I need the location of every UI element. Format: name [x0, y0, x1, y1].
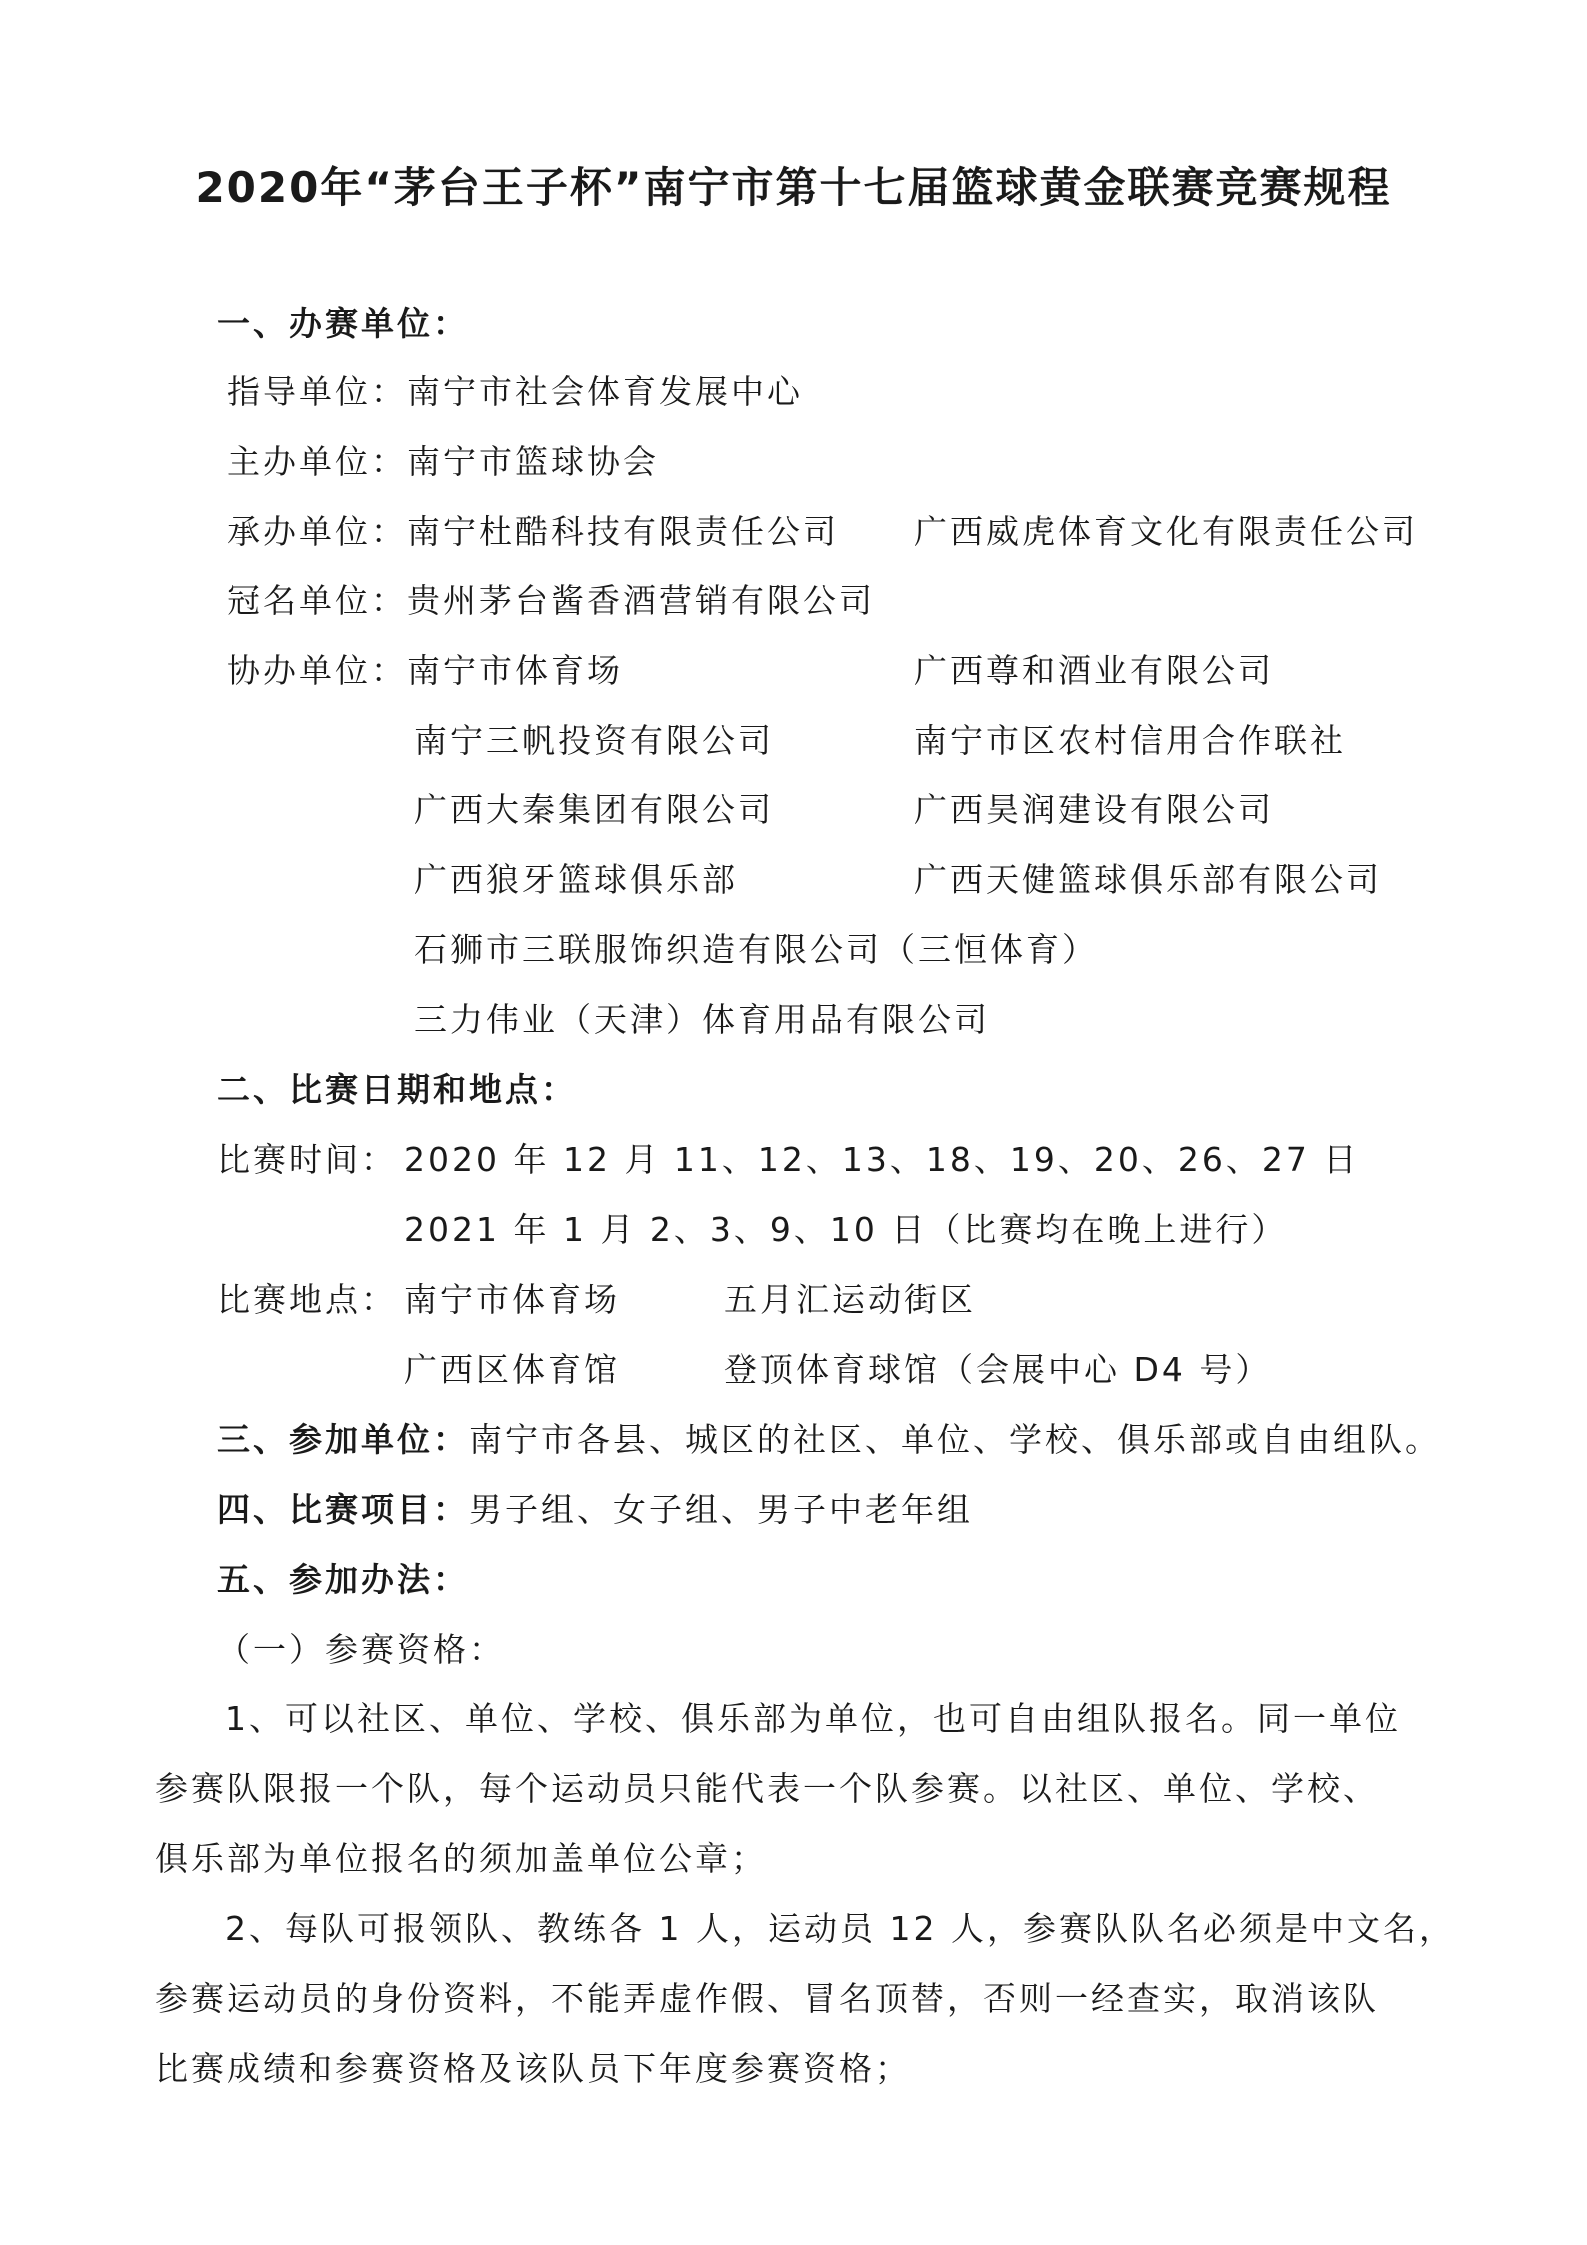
- participants-line: [217, 1419, 1441, 1461]
- co-organizer-line: 协办单位：南宁市体育场: [227, 651, 623, 690]
- co-organizer-left-3: 广西大秦集团有限公司: [414, 790, 774, 829]
- co-organizer-right-1: 广西尊和酒业有限公司: [914, 651, 1274, 690]
- participants-text: 南宁市各县、城区的社区、单位、学校、俱乐部或自由组队。: [469, 1420, 1441, 1459]
- sponsor-unit-line: 冠名单位：贵州茅台酱香酒营销有限公司: [227, 581, 875, 620]
- venue-1: 南宁市体育场: [404, 1280, 620, 1319]
- paragraph-1-line-3: 俱乐部为单位报名的须加盖单位公章；: [155, 1839, 767, 1878]
- co-organizer-left-6: 三力伟业（天津）体育用品有限公司: [414, 1000, 990, 1039]
- match-time-2020: 2020 年 12 月 11、12、13、18、19、20、26、27 日: [404, 1140, 1360, 1179]
- section-heading-method: 五、参加办法：: [217, 1560, 469, 1599]
- subheading-eligibility: （一）参赛资格：: [217, 1630, 505, 1669]
- venue-2: 五月汇运动街区: [724, 1280, 976, 1319]
- events-text: 男子组、女子组、男子中老年组: [469, 1490, 973, 1529]
- host-unit-line: 主办单位：南宁市篮球协会: [227, 442, 659, 481]
- co-organizer-right-2: 南宁市区农村信用合作联社: [914, 721, 1346, 760]
- match-time-2021: 2021 年 1 月 2、3、9、10 日（比赛均在晚上进行）: [404, 1210, 1288, 1249]
- paragraph-2-line-1: 2、每队可报领队、教练各 1 人，运动员 12 人，参赛队队名必须是中文名，: [225, 1909, 1455, 1948]
- co-organizer-right-4: 广西天健篮球俱乐部有限公司: [914, 860, 1382, 899]
- venue-3: 广西区体育馆: [404, 1350, 620, 1389]
- venue-4: 登顶体育球馆（会展中心 D4 号）: [724, 1350, 1272, 1389]
- section-heading-events: 四、比赛项目：: [217, 1490, 469, 1529]
- co-organizer-left-4: 广西狼牙篮球俱乐部: [414, 860, 738, 899]
- paragraph-1-line-2: 参赛队限报一个队，每个运动员只能代表一个队参赛。以社区、单位、学校、: [155, 1769, 1379, 1808]
- match-venue-label: 比赛地点：: [217, 1280, 397, 1319]
- events-line: [217, 1489, 973, 1531]
- paragraph-2-line-3: 比赛成绩和参赛资格及该队员下年度参赛资格；: [155, 2049, 911, 2088]
- guide-unit-line: 指导单位：南宁市社会体育发展中心: [227, 372, 803, 411]
- match-time-label: 比赛时间：: [217, 1140, 397, 1179]
- section-heading-date-venue: 二、比赛日期和地点：: [217, 1070, 577, 1109]
- co-organizer-right-3: 广西昊润建设有限公司: [914, 790, 1274, 829]
- co-organizer-left-5: 石狮市三联服饰织造有限公司（三恒体育）: [414, 930, 1098, 969]
- paragraph-2-line-2: 参赛运动员的身份资料，不能弄虚作假、冒名顶替，否则一经查实，取消该队: [155, 1979, 1379, 2018]
- document-title: 2020年“茅台王子杯”南宁市第十七届篮球黄金联赛竞赛规程: [195, 163, 1392, 212]
- paragraph-1-line-1: 1、可以社区、单位、学校、俱乐部为单位，也可自由组队报名。同一单位: [225, 1699, 1401, 1738]
- section-heading-organizers: 一、办赛单位：: [217, 304, 469, 343]
- co-organizer-left-2: 南宁三帆投资有限公司: [414, 721, 774, 760]
- section-heading-participants: 三、参加单位：: [217, 1420, 469, 1459]
- organizer-unit-second: 广西威虎体育文化有限责任公司: [914, 512, 1418, 551]
- organizer-unit-line: 承办单位：南宁杜酷科技有限责任公司: [227, 512, 839, 551]
